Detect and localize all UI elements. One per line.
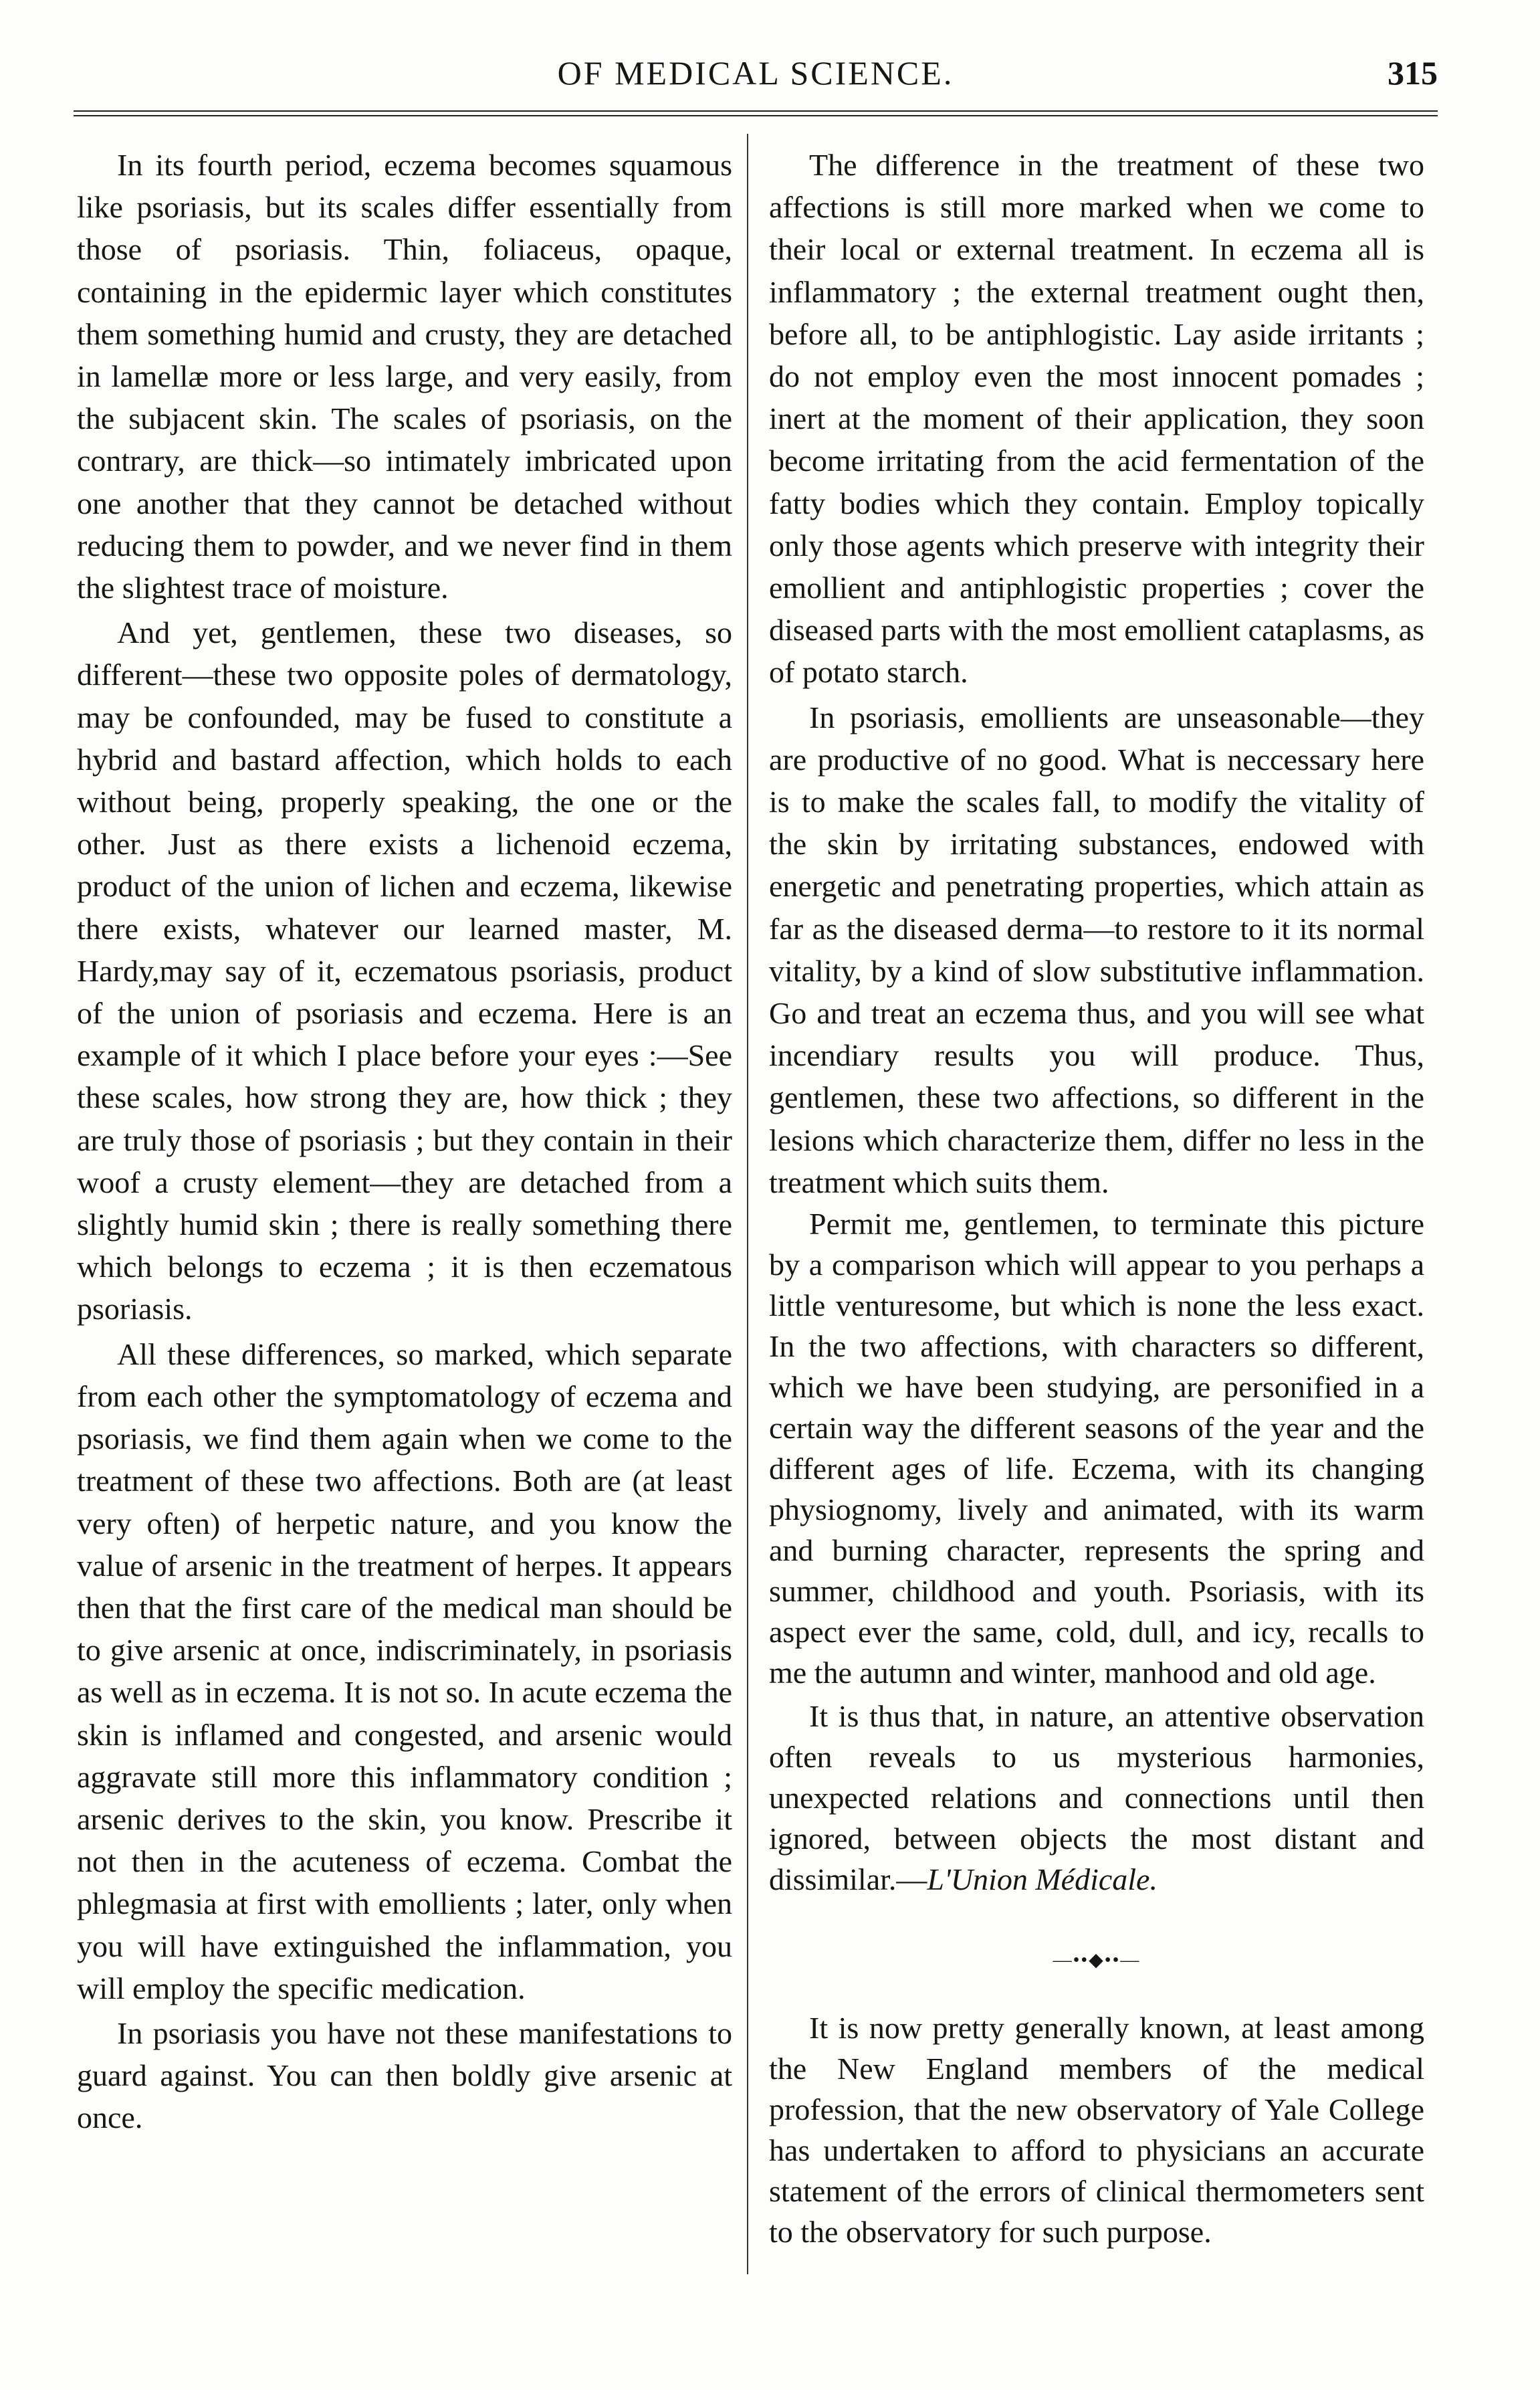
right-paragraph-1: The difference in the treatment of these two affections is still more marked when we come to their local or external treatment. In eczema all is inflammatory ; the external treatment ought then, before all, to be antiphlogistic. Lay aside irritants ; do not employ even the most innocent pomades ; inert at the moment of their application, they soon become irritating from the acid fermentation of the fatty bodies which they contain. Employ topically only those agents which preserve with integrity their emollient and antiphlogistic properties ; cover the diseased parts with the most emollient cataplasms, as of potato starch. — [769, 148, 1424, 690]
left-paragraph-1: In its fourth period, eczema becomes squamous like psoriasis, but its scales differ essentially from those of psoriasis. Thin, foliaceus, opaque, containing in the epidermic layer which constitutes them something humid and crusty, they are detached in lamellæ more or less large, and very easily, from the subjacent skin. The scales of psoriasis, on the contrary, are thick—so intimately imbricated upon one another that they cannot be detached without reducing them to powder, and we never find in them the slightest trace of moisture. — [77, 148, 732, 605]
left-column — [77, 144, 732, 2139]
page-number: 315 — [1388, 54, 1438, 92]
column-divider — [747, 134, 748, 2274]
left-paragraph-2: And yet, gentlemen, these two diseases, so different—these two opposite poles of dermatology, may be confounded, may be fused to constitute a hybrid and bastard affection, which holds to each without being, properly speaking, the one or the other. Just as there exists a lichenoid eczema, product of the union of lichen and eczema, likewise there exists, whatever our learned master, M. Hardy,may say of it, eczematous psoriasis, product of the union of psoriasis and eczema. Here is an example of it which I place before your eyes :—See these scales, how strong they are, how thick ; they are truly those of psoriasis ; but they contain in their woof a crusty element—they are detached from a slightly humid skin ; there is really something there which belongs to eczema ; it is then eczematous psoriasis. — [77, 615, 732, 1326]
right-paragraph-2: In psoriasis, emollients are unseasonable—they are productive of no good. What is neccessary here is to make the scales fall, to modify the vitality of the skin by irritating substances, endowed with energetic and penetrating properties, which attain as far as the diseased derma—to restore to it its normal vitality, by a kind of slow substitutive inflammation. Go and treat an eczema thus, and you will see what incendiary results you will produce. Thus, gentlemen, these two affections, so different in the lesions which characterize them, differ no less in the treatment which suits them. — [769, 700, 1424, 1199]
section-ornament — [769, 1940, 1424, 1981]
running-title: OF MEDICAL SCIENCE. — [557, 54, 954, 92]
left-paragraph-3: All these differences, so marked, which separate from each other the symptomatology of eczema and psoriasis, we find them again when we come to the treatment of these two affections. Both are (at least very often) of herpetic nature, and you know the value of arsenic in the treatment of herpes. It appears then that the first care of the medical man should be to give arsenic at once, indiscriminately, in psoriasis as well as in eczema. It is not so. In acute eczema the skin is inflamed and congested, and arsenic would aggravate still more this inflammatory condition ; arsenic derives to the skin, you know. Prescribe it not then in the acuteness of eczema. Combat the phlegmasia at first with emollients ; later, only when you will have extinguished the inflammation, you will employ the specific medication. — [77, 1336, 732, 2005]
ornament-glyphs: —••◆••— — [1053, 1950, 1141, 1971]
observatory-note — [769, 2007, 1424, 2252]
header-rule — [74, 110, 1438, 116]
right-paragraph-4 — [769, 1696, 1424, 1900]
observatory-note-text: It is now pretty generally known, at least among the New England members of the medical profession, that the new observatory of Yale College has undertaken to afford to physicians an accurate statement of the errors of clinical thermometers sent to the observatory for such purpose. — [769, 2011, 1424, 2250]
right-paragraph-4-text: It is thus that, in nature, an attentive observation often reveals to us mysterious harmonies, unexpected relations and connections until then ignored, between objects the most distant and dissimilar.— — [769, 1699, 1424, 1897]
right-paragraph-3: Permit me, gentlemen, to terminate this picture by a comparison which will appear to you perhaps a little venturesome, but which is none the less exact. In the two affections, with characters so different, which we have been studying, are personified in a certain way the different seasons of the year and the different ages of life. Eczema, with its changing physiognomy, lively and animated, with its warm and burning character, represents the spring and summer, childhood and youth. Psoriasis, with its aspect ever the same, cold, dull, and icy, recalls to me the autumn and winter, manhood and old age. — [769, 1207, 1424, 1690]
source-citation: L'Union Médicale. — [927, 1862, 1158, 1897]
left-paragraph-4: In psoriasis you have not these manifestations to guard against. You can then boldly give arsenic at once. — [77, 2015, 732, 2135]
page-header — [74, 54, 1438, 100]
right-column — [769, 144, 1424, 2252]
right-block-2 — [769, 1203, 1424, 2252]
